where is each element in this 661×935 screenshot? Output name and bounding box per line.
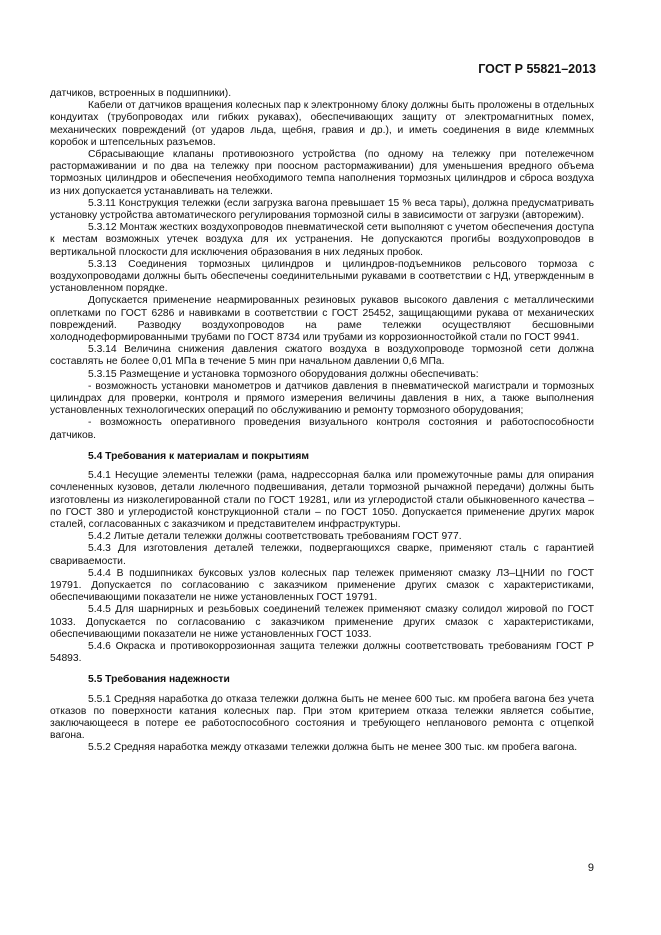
paragraph: 5.4.2 Литые детали тележки должны соответствовать требованиям ГОСТ 977. [88,531,462,543]
section-heading-5-4: 5.4 Требования к материалам и покрытиям [88,450,309,462]
paragraph: 5.4.5 Для шарнирных и резьбовых соединений тележек применяют смазку солидол жировой по ГОСТ 1033. Допускается по согласованию с заказчиком применение других смазок с характеристиками, обеспечивающими показатели не ниже установленных ГОСТ 1033. [50,604,594,640]
paragraph: 5.4.1 Несущие элементы тележки (рама, надрессорная балка или промежуточные рамы для опирания сочлененных кузовов, детали люлечного подвешивания, детали тормозной рычажной передачи) должны быть изготовлены из низколегированной стали по ГОСТ 19281, или из углеродистой стали обыкновенного качества – по ГОСТ 380 и углеродистой конструкционной стали – по ГОСТ 1050. Допускается применение других марок сталей, согласованных с заказчиком и представителем инфраструктуры. [50,470,594,530]
paragraph: 5.3.11 Конструкция тележки (если загрузка вагона превышает 15 % веса тары), должна предусматривать установку устройства автоматического регулирования тормозной силы в зависимости от загрузки (авторежим). [50,197,594,222]
list-item: - возможность оперативного проведения визуального контроля состояния и работоспособности датчиков. [50,417,594,441]
page-number: 9 [587,862,594,874]
paragraph: 5.3.14 Величина снижения давления сжатого воздуха в воздухопроводе тормозной сети должна составлять не более 0,01 МПа в течение 5 мин при начальном давлении 0,6 МПа. [50,344,594,368]
document-header: ГОСТ Р 55821–2013 [478,62,596,76]
paragraph: 5.3.12 Монтаж жестких воздухопроводов пневматической сети выполняют с учетом обеспечения доступа к местам возможных утечек воздуха для их устранения. Не допускаются прогибы воздухопроводов в вертикальной плоскости для исключения образования в них ледяных пробок. [50,222,594,258]
paragraph: Сбрасывающие клапаны противоюзного устройства (по одному на тележку при потележечном растормаживании и по два на тележку при поосном растормаживании) для уменьшения вредного объема тормозных цилиндров и обеспечения необходимого темпа наполнения тормозных цилиндров и сброса воздуха из них допускается устанавливать на тележки. [50,149,594,197]
section-heading-5-5: 5.5 Требования надежности [88,674,230,686]
paragraph: 5.5.2 Средняя наработка между отказами тележки должна быть не менее 300 тыс. км пробега вагона. [88,742,578,754]
paragraph: 5.3.13 Соединения тормозных цилиндров и цилиндров-подъемников рельсового тормоза с воздухопроводами должны быть обеспечены соединительными рукавами в соответствии с НД, утвержденным в установленном порядке. [50,258,594,295]
document-body [50,88,594,755]
paragraph: 5.5.1 Средняя наработка до отказа тележки должна быть не менее 600 тыс. км пробега вагона без учета отказов по поверхности катания колесных пар. При этом критерием отказа тележки является событие, заключающееся в потере ее работоспособного состояния и требующего непланового ремонта с отцепкой вагона. [50,693,594,742]
paragraph: 5.4.6 Окраска и противокоррозионная защита тележки должны соответствовать требованиям ГОСТ Р 54893. [50,640,594,665]
paragraph: Допускается применение неармированных резиновых рукавов высокого давления с металлическими оплетками по ГОСТ 6286 и навивками в соответствии с ГОСТ 25452, защищающими рукава от механических повреждений. Разводку воздухопроводов на раме тележки осуществляют бесшовными холоднодеформированными трубами по ГОСТ 8734 или трубами из коррозионностойкой стали по ГОСТ 9941. [50,295,594,344]
list-item: - возможность установки манометров и датчиков давления в пневматической магистрали и тормозных цилиндрах для проверки, контроля и прямого измерения величины давления в них, а также выполнения установленных технологических операций по обслуживанию и ремонту тормозного оборудования; [50,380,594,417]
paragraph: Кабели от датчиков вращения колесных пар к электронному блоку должны быть проложены в отдельных кондуитах (трубопроводах или гибких рукавах), обеспечивающих защиту от электромагнитных помех, механических повреждений (от ударов льда, щебня, гравия и др.), и иметь соединения в виде клеммных коробок и штепсельных разъемов. [50,100,594,148]
paragraph: 5.4.4 В подшипниках буксовых узлов колесных пар тележек применяют смазку ЛЗ–ЦНИИ по ГОСТ 19791. Допускается по согласованию с заказчиком применение других смазок с характеристиками, обеспечивающими показатели не ниже установленных ГОСТ 19791. [50,567,594,604]
paragraph: датчиков, встроенных в подшипники). [50,88,232,99]
paragraph: 5.4.3 Для изготовления деталей тележки, подвергающихся сварке, применяют сталь с гарантией свариваемости. [50,543,594,567]
paragraph: 5.3.15 Размещение и установка тормозного оборудования должны обеспечивать: [88,368,479,380]
